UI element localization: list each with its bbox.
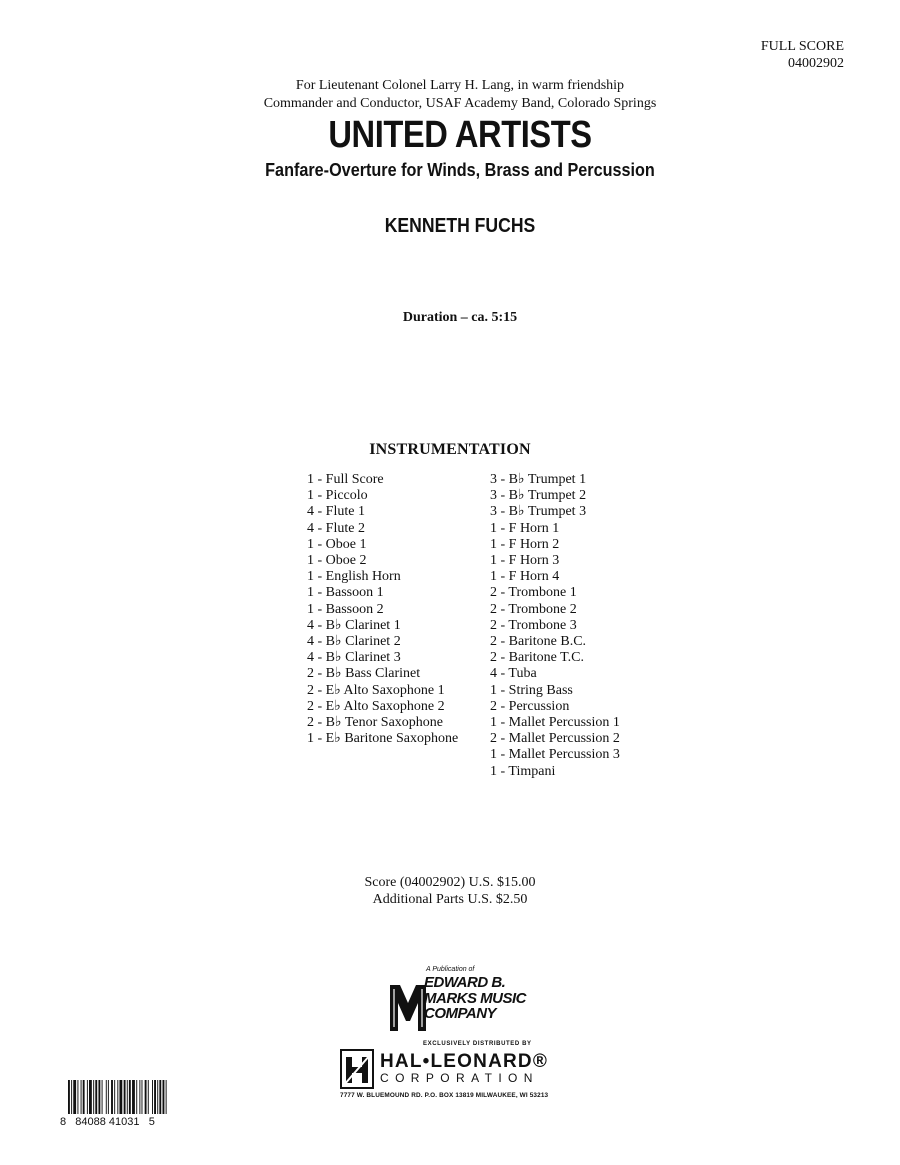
hal-leonard-emblem-icon [340, 1049, 374, 1089]
logo-line-1: EDWARD B. [424, 974, 506, 991]
score-header [761, 38, 844, 72]
instrument-item: 2 - Mallet Percussion 2 [490, 731, 620, 747]
instrument-item: 3 - B♭ Trumpet 1 [490, 472, 587, 487]
instrumentation-left-column [307, 472, 458, 747]
instrument-item: 4 - Flute 1 [307, 504, 365, 520]
instrument-item: 2 - Trombone 1 [490, 585, 577, 601]
score-price: Score (04002902) U.S. $15.00 [364, 875, 536, 890]
composer: KENNETH FUCHS [384, 215, 536, 237]
parts-price: Additional Parts U.S. $2.50 [372, 891, 528, 907]
instrument-item: 1 - F Horn 4 [490, 569, 560, 585]
price-info [0, 875, 900, 908]
marks-logo-text [424, 975, 526, 1022]
logo-line-3: COMPANY [424, 1005, 497, 1022]
instrument-item: 4 - Tuba [490, 666, 537, 682]
instrument-item: 1 - Timpani [490, 763, 556, 779]
instrument-item: 1 - Mallet Percussion 3 [490, 747, 620, 763]
instrument-item: 4 - Flute 2 [307, 520, 365, 536]
instrument-item: 1 - Piccolo [307, 488, 368, 504]
instrument-item: 2 - Baritone B.C. [490, 634, 587, 650]
dedication [0, 77, 900, 113]
instrument-item: 2 - E♭ Alto Saxophone 1 [307, 682, 445, 698]
distributor-address: 7777 W. BLUEMOUND RD. P.O. BOX 13819 MILWAUKEE, WI 53213 [340, 1092, 549, 1099]
instrument-item: 2 - Baritone T.C. [490, 650, 584, 666]
instrument-item: 1 - F Horn 3 [490, 553, 560, 569]
instrumentation-heading: INSTRUMENTATION [369, 441, 531, 458]
instrument-item: 2 - Trombone 2 [490, 601, 577, 617]
distributor-name: HAL•LEONARD® [380, 1051, 549, 1072]
instrument-item: 2 - Trombone 3 [490, 617, 577, 633]
instrument-item: 3 - B♭ Trumpet 3 [490, 504, 587, 520]
distributed-by-label: EXCLUSIVELY DISTRIBUTED BY [423, 1041, 532, 1047]
instrument-item: 1 - Bassoon 1 [307, 585, 384, 601]
subtitle: Fanfare-Overture for Winds, Brass and Percussion [265, 160, 655, 180]
page-title: UNITED ARTISTS [328, 114, 592, 156]
instrument-item: 1 - Oboe 2 [307, 553, 367, 569]
publication-caption: A Publication of [426, 966, 475, 973]
instrument-item: 1 - F Horn 2 [490, 536, 560, 552]
instrument-item: 4 - B♭ Clarinet 2 [307, 634, 401, 650]
instrumentation-right-column [490, 472, 620, 780]
full-score-label: FULL SCORE [760, 39, 844, 54]
instrument-item: 1 - Mallet Percussion 1 [490, 715, 620, 731]
instrument-item: 3 - B♭ Trumpet 2 [490, 488, 587, 504]
publisher-block [340, 966, 570, 1099]
instrument-item: 1 - F Horn 1 [490, 520, 560, 536]
barcode-digits: 8 84088 41031 5 [60, 1116, 155, 1128]
instrument-item: 1 - String Bass [490, 682, 573, 698]
instrument-item: 1 - Bassoon 2 [307, 601, 384, 617]
dedication-line-2: Commander and Conductor, USAF Academy Band, Colorado Springs [263, 96, 657, 111]
instrument-item: 4 - B♭ Clarinet 3 [307, 650, 401, 666]
instrument-item: 1 - English Horn [307, 569, 401, 585]
instrument-item: 1 - Oboe 1 [307, 536, 367, 552]
instrument-item: 1 - Full Score [307, 472, 384, 487]
instrument-item: 1 - E♭ Baritone Saxophone [307, 731, 459, 747]
dedication-line-1: For Lieutenant Colonel Larry H. Lang, in warm friendship [295, 78, 625, 93]
logo-line-2: MARKS MUSIC [424, 989, 526, 1007]
instrument-item: 4 - B♭ Clarinet 1 [307, 617, 401, 633]
edward-b-marks-logo [340, 975, 570, 1049]
hal-leonard-logo [340, 1049, 570, 1095]
distributor-corp: CORPORATION [380, 1071, 539, 1085]
marks-m-icon [388, 981, 428, 1033]
catalog-number: 04002902 [788, 56, 844, 71]
instrument-item: 2 - Percussion [490, 698, 570, 714]
instrument-item: 2 - B♭ Bass Clarinet [307, 666, 421, 682]
duration: Duration – ca. 5:15 [402, 310, 518, 325]
instrument-item: 2 - E♭ Alto Saxophone 2 [307, 698, 445, 714]
instrument-item: 2 - B♭ Tenor Saxophone [307, 715, 444, 731]
